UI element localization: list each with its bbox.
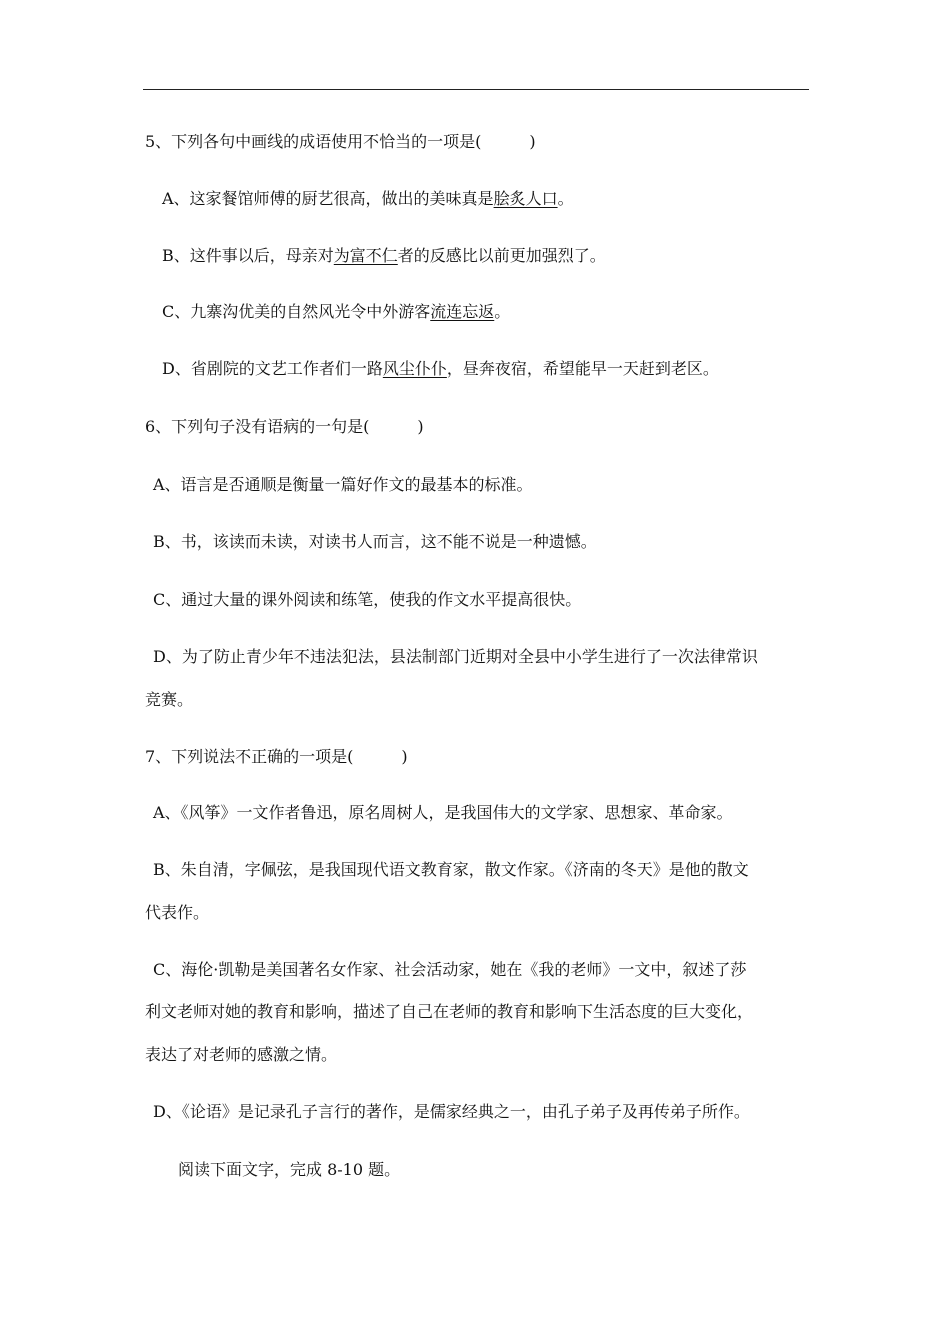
q5-d-post: ，昼奔夜宿，希望能早一天赶到老区。	[446, 359, 719, 378]
question-7-option-c-line2: 利文老师对她的教育和影响，描述了自己在老师的教育和影响下生活态度的巨大变化，	[145, 1002, 754, 1021]
q5-d-text: D、省剧院的文艺工作者们一路	[162, 359, 383, 378]
q5-a-post: 。	[557, 189, 574, 208]
question-7-option-c-line1: C、海伦·凯勒是美国著名女作家、社会活动家，她在《我的老师》一文中，叙述了莎	[153, 960, 747, 979]
question-5-stem: 5、下列各句中画线的成语使用不恰当的一项是( )	[145, 132, 536, 151]
question-6-option-d-line2: 竞赛。	[145, 690, 194, 709]
q5-d-idiom: 风尘仆仆	[382, 359, 447, 378]
q5-b-text: B、这件事以后，母亲对	[162, 246, 334, 265]
header-rule	[143, 89, 809, 90]
reading-intro: 阅读下面文字，完成 8-10 题。	[178, 1160, 401, 1179]
question-6-option-c: C、通过大量的课外阅读和练笔，使我的作文水平提高很快。	[153, 590, 582, 609]
q5-b-post: 者的反感比以前更加强烈了。	[397, 246, 606, 265]
q5-a-text: A、这家餐馆师傅的厨艺很高，做出的美味真是	[162, 189, 494, 208]
question-7-option-b-line2: 代表作。	[145, 903, 210, 922]
question-7-option-b-line1: B、朱自清，字佩弦，是我国现代语文教育家，散文作家。《济南的冬天》是他的散文	[153, 860, 749, 879]
question-7-option-d: D、《论语》是记录孔子言行的著作，是儒家经典之一，由孔子弟子及再传弟子所作。	[153, 1102, 750, 1121]
question-6-option-d-line1: D、为了防止青少年不违法犯法，县法制部门近期对全县中小学生进行了一次法律常识	[153, 647, 758, 666]
q5-c-idiom: 流连忘返	[430, 302, 495, 321]
q5-c-text: C、九寨沟优美的自然风光令中外游客	[162, 302, 431, 321]
question-5-option-c	[0, 301, 950, 323]
question-6-stem: 6、下列句子没有语病的一句是( )	[145, 417, 424, 436]
question-6-option-b: B、书，该读而未读，对读书人而言，这不能不说是一种遗憾。	[153, 532, 597, 551]
question-7-option-a: A、《风筝》一文作者鲁迅，原名周树人，是我国伟大的文学家、思想家、革命家。	[153, 803, 733, 822]
question-6-option-a: A、语言是否通顺是衡量一篇好作文的最基本的标准。	[153, 475, 533, 494]
question-7-stem: 7、下列说法不正确的一项是( )	[145, 747, 408, 766]
q5-a-idiom: 脍炙人口	[493, 189, 558, 208]
question-5-option-a	[0, 188, 950, 210]
q5-b-idiom: 为富不仁	[333, 246, 398, 265]
question-5-option-b	[0, 245, 950, 267]
question-7-option-c-line3: 表达了对老师的感激之情。	[145, 1045, 338, 1064]
question-5-option-d	[0, 358, 950, 380]
q5-c-post: 。	[494, 302, 511, 321]
